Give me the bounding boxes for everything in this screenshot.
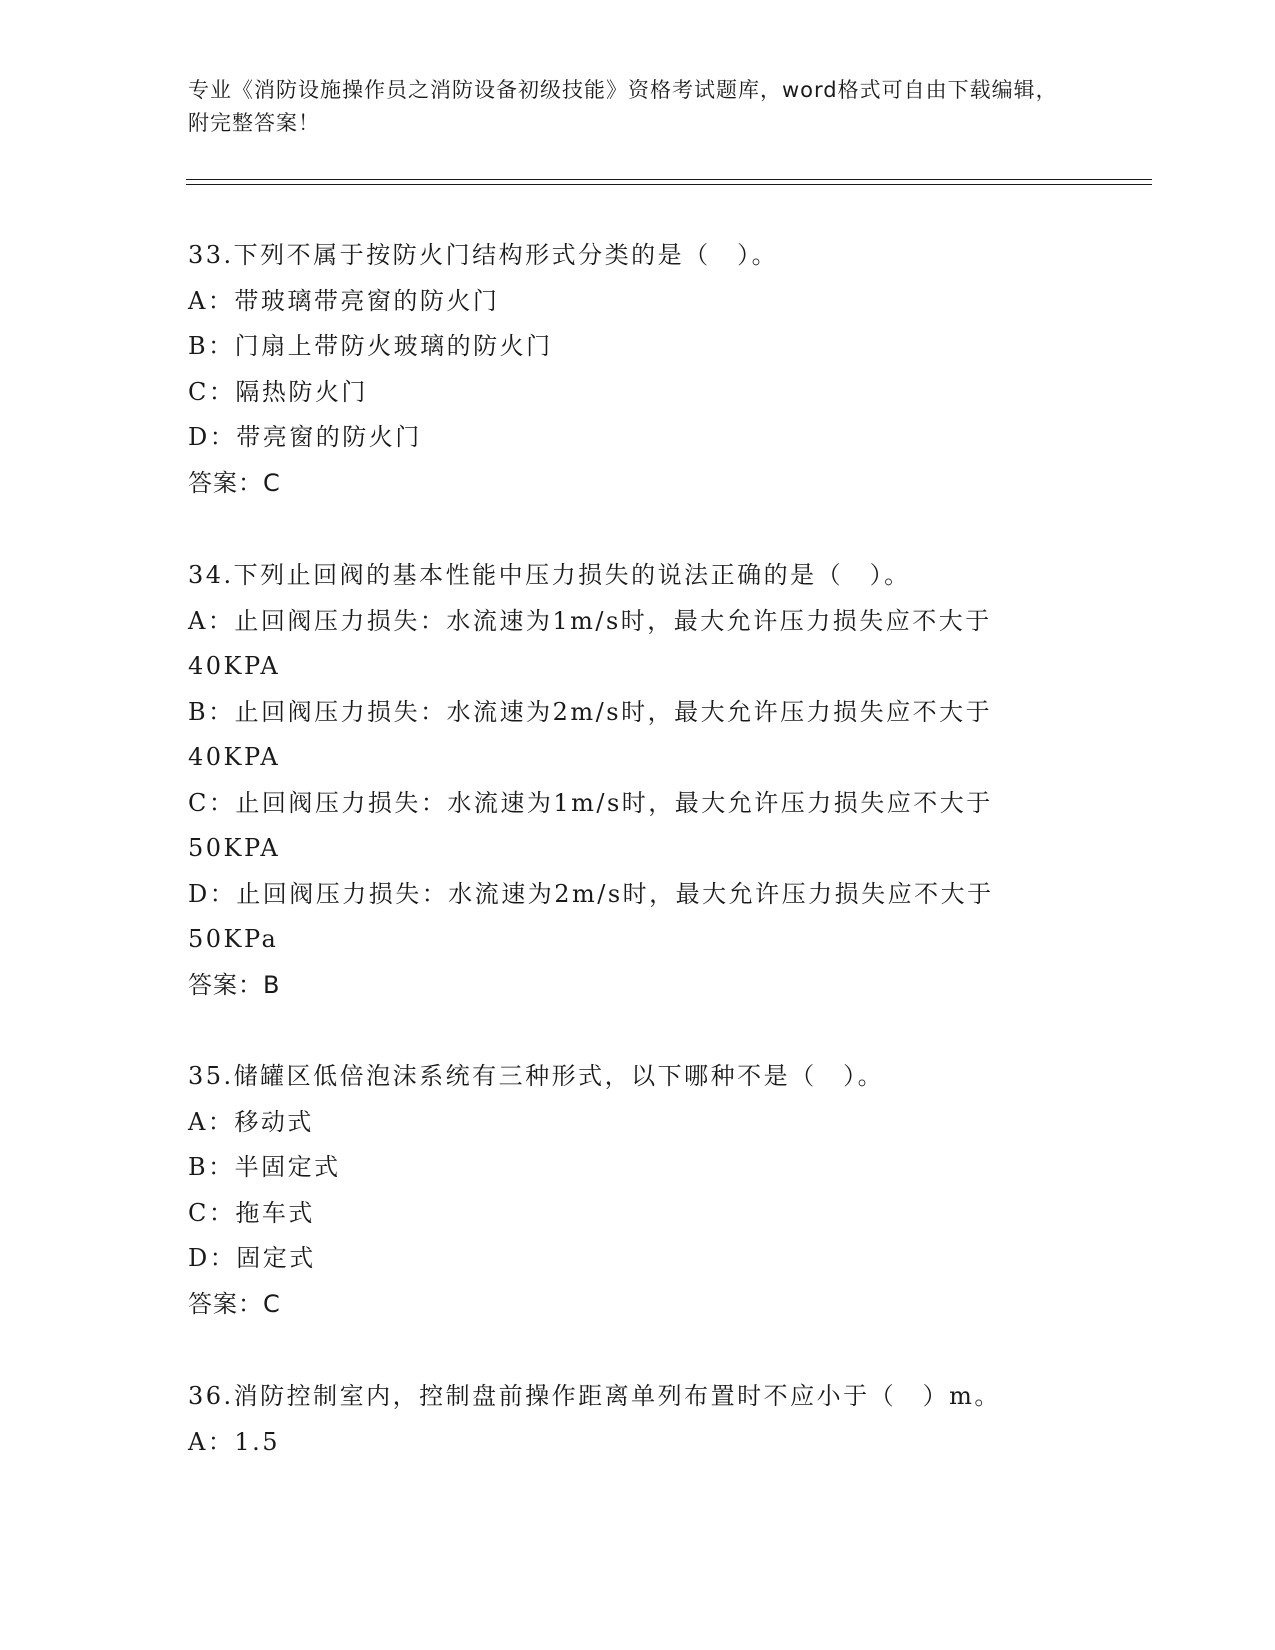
option-d: D：固定式 — [188, 1244, 316, 1272]
question-35 — [188, 1054, 1068, 1327]
question-stem: 33.下列不属于按防火门结构形式分类的是（ ）。 — [188, 241, 779, 269]
option-d: D：止回阀压力损失：水流速为2m/s时，最大允许压力损失应不大于50KPa — [188, 879, 994, 953]
option-c: C：隔热防火门 — [188, 377, 368, 406]
question-stem: 35.储罐区低倍泡沫系统有三种形式，以下哪种不是（ ）。 — [188, 1062, 885, 1090]
header-divider-bottom — [186, 184, 1152, 185]
question-33 — [188, 233, 1068, 506]
option-c: C：止回阀压力损失：水流速为1m/s时，最大允许压力损失应不大于50KPA — [188, 788, 993, 862]
option-a: A：带玻璃带亮窗的防火门 — [188, 286, 500, 315]
option-b: B：止回阀压力损失：水流速为2m/s时，最大允许压力损失应不大于40KPA — [188, 697, 993, 771]
answer: 答案：C — [188, 468, 281, 497]
option-a: A：1.5 — [188, 1427, 280, 1456]
option-c: C：拖车式 — [188, 1198, 315, 1227]
option-a: A：止回阀压力损失：水流速为1m/s时，最大允许压力损失应不大于40KPA — [188, 606, 992, 680]
question-stem: 34.下列止回阀的基本性能中压力损失的说法正确的是（ ）。 — [188, 561, 911, 589]
question-36 — [188, 1374, 1068, 1465]
document-header: 专业《消防设施操作员之消防设备初级技能》资格考试题库，word格式可自由下载编辑，附完整答案！ — [188, 78, 1058, 135]
question-stem: 36.消防控制室内，控制盘前操作距离单列布置时不应小于（ ）m。 — [188, 1382, 1001, 1410]
option-b: B：门扇上带防火玻璃的防火门 — [188, 332, 553, 360]
header-divider-top — [186, 179, 1152, 180]
question-34 — [188, 553, 1068, 1008]
option-a: A：移动式 — [188, 1107, 314, 1136]
answer: 答案：B — [188, 970, 281, 999]
answer: 答案：C — [188, 1289, 281, 1318]
option-b: B：半固定式 — [188, 1153, 341, 1181]
option-d: D：带亮窗的防火门 — [188, 423, 422, 451]
